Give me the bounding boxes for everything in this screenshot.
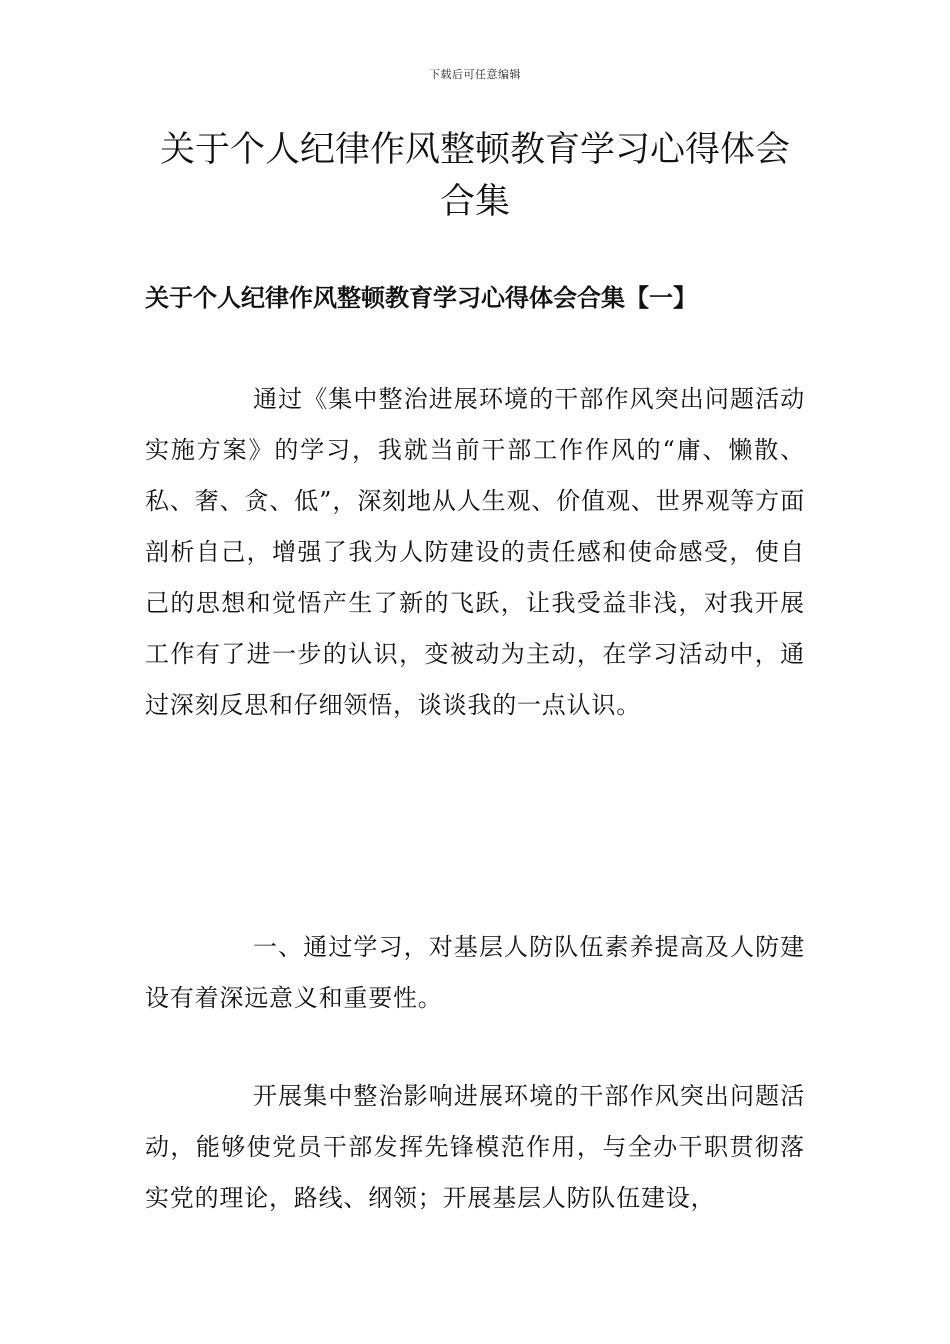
- header-note: 下载后可任意编辑: [429, 68, 521, 81]
- document-title: 关于个人纪律作风整顿教育学习心得体会合集: [159, 130, 790, 222]
- body-paragraph: 开展集中整治影响进展环境的干部作风突出问题活动，能够使党员干部发挥先锋模范作用，与全办干职贯彻落实党的理论，路线、纲领；开展基层人防队伍建设，: [145, 1082, 805, 1212]
- body-paragraph: 通过《集中整治进展环境的干部作风突出问题活动实施方案》的学习，我就当前干部工作作风的“庸、懒散、私、奢、贪、低”，深刻地从人生观、价值观、世界观等方面剖析自己，增强了我为人防建设的责任感和使命感受，使自己的思想和觉悟产生了新的飞跃，让我受益非浅，对我开展工作有了进一步的认识，变被动为主动，在学习活动中，通过深刻反思和仔细领悟，谈谈我的一点认识。: [145, 385, 805, 719]
- section-title: 关于个人纪律作风整顿教育学习心得体会合集【一】: [145, 283, 697, 312]
- body-paragraph: 一、通过学习，对基层人防队伍素养提高及人防建设有着深远意义和重要性。: [145, 933, 805, 1012]
